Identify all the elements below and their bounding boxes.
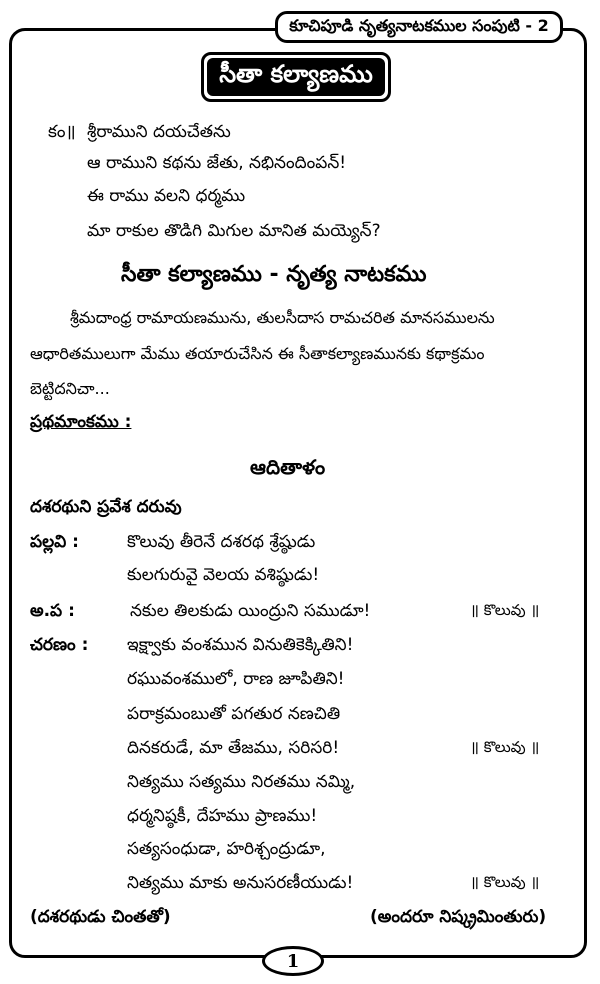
verse-line-4: మా రాకుల తొడిగి మిగుల మానిత మయ్యెన్?	[87, 221, 381, 241]
refrain-2: ॥ కొలువు ॥	[470, 738, 540, 756]
anupallavi-label: అ.ప :	[30, 601, 75, 621]
tala-heading: ఆదితాళం	[250, 455, 326, 479]
play-title: సీతా కల్యాణము	[207, 58, 385, 96]
pallavi-line-1: కొలువు తీరెనే దశరథ శ్రేష్ఠుడు	[127, 532, 316, 552]
refrain-1: ॥ కొలువు ॥	[470, 601, 540, 619]
charanam-line-8: నిత్యము మాకు అనుసరణీయుడు!	[127, 873, 354, 893]
page-number: 1	[262, 946, 324, 976]
book-title: కూచిపూడి నృత్యనాటకముల సంపుటి - 2	[289, 15, 549, 35]
title-box	[201, 52, 391, 102]
intro-line-2: ఆధారితములుగా మేము తయారుచేసిన ఈ సీతాకల్యాణమునకు కథాక్రమం	[30, 344, 485, 363]
charanam-line-6: ధర్మనిష్ఠకీ, దేహము ప్రాణము!	[127, 806, 318, 826]
section-heading: సీతా కల్యాణము - నృత్య నాటకము	[121, 262, 427, 287]
book-title-header	[275, 11, 563, 43]
verse-line-1: శ్రీరాముని దయచేతను	[87, 122, 231, 142]
stage-direction-right: (అందరూ నిష్క్రమింతురు)	[370, 907, 547, 927]
charanam-line-7: సత్యసంధుడా, హరిశ్చంద్రుడూ,	[127, 839, 326, 859]
verse-line-2: ఆ రాముని కథను జేతు, నభినందింపన్!	[87, 153, 347, 173]
charanam-line-1: ఇక్ష్వాకు వంశమున వినుతికెక్కితిని!	[127, 635, 354, 655]
act-label: ప్రథమాంకము :	[30, 412, 132, 432]
intro-line-1: శ్రీమదాంధ్ర రామాయణమును, తులసీదాస రామచరిత మానసములను	[70, 308, 495, 327]
song-title: దశరథుని ప్రవేశ దరువు	[30, 497, 182, 517]
charanam-line-4: దినకరుడే, మా తేజము, సరిసరి!	[127, 738, 340, 758]
verse-marker: కం॥	[48, 122, 76, 142]
charanam-line-3: పరాక్రమంబుతో పగతుర నణచితి	[127, 704, 341, 724]
pallavi-line-2: కులగురువై వెలయ వశిష్ఠుడు!	[127, 565, 320, 585]
refrain-3: ॥ కొలువు ॥	[470, 873, 540, 891]
stage-direction-left: (దశరథుడు చింతతో)	[30, 907, 171, 927]
charanam-line-2: రఘువంశములో, రాణ జూపితిని!	[127, 669, 345, 689]
charanam-label: చరణం :	[30, 635, 89, 655]
verse-line-3: ఈ రాము వలని ధర్మము	[87, 186, 246, 206]
pallavi-label: పల్లవి :	[30, 532, 79, 552]
charanam-line-5: నిత్యము సత్యము నిరతము నమ్మి,	[127, 772, 356, 792]
intro-line-3: బెట్టిదనిచా...	[30, 379, 110, 398]
anupallavi-line-1: నకుల తిలకుడు యింద్రుని సముడూ!	[130, 601, 371, 621]
